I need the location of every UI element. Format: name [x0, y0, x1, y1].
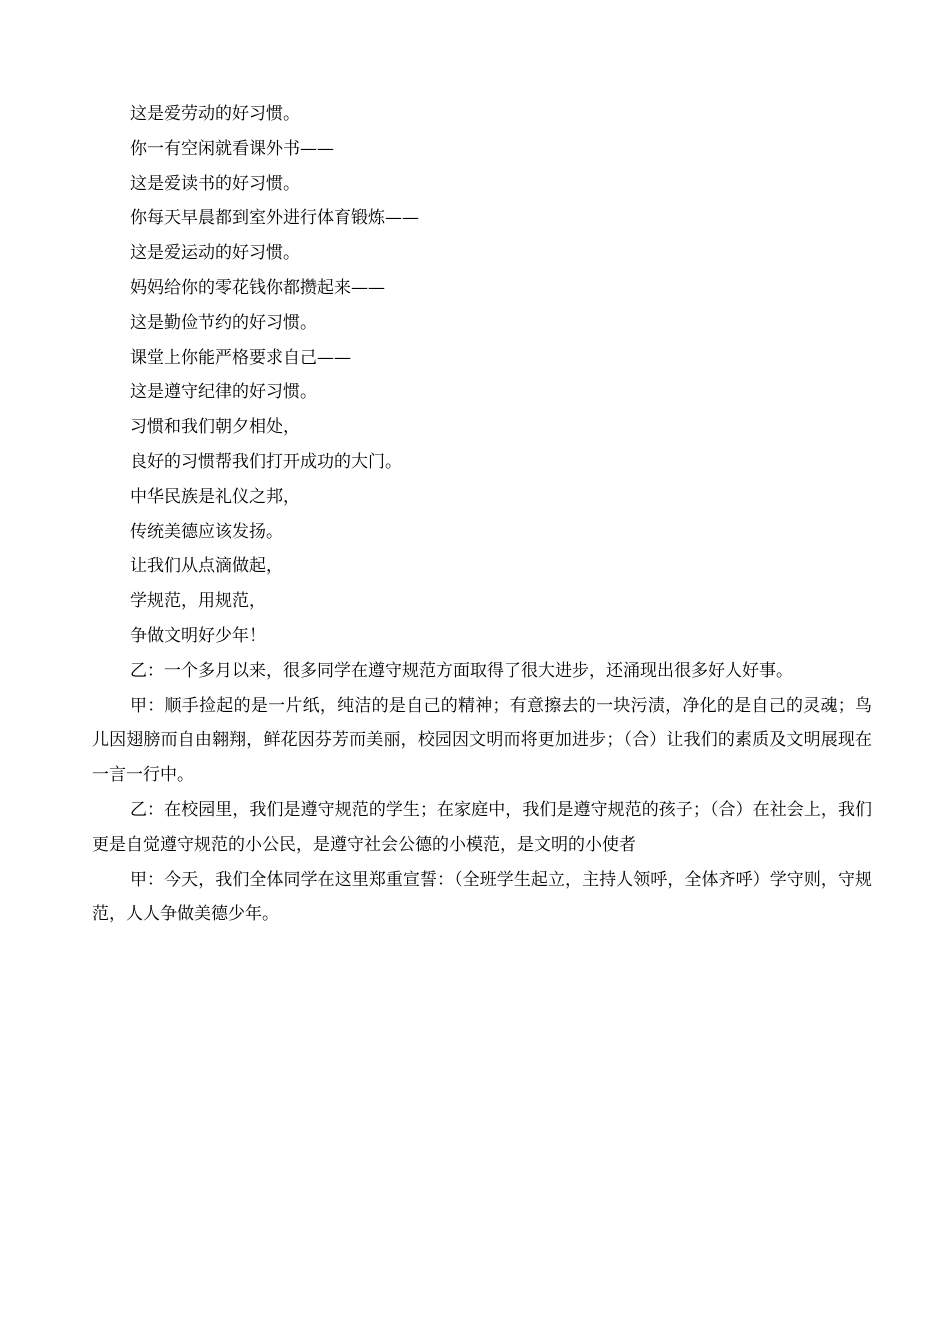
verse-line: 你每天早晨都到室外进行体育锻炼——	[130, 208, 419, 229]
verse-line: 学规范，用规范，	[130, 591, 266, 612]
verse-line: 中华民族是礼仪之邦，	[130, 486, 300, 507]
verse-line: 这是遵守纪律的好习惯。	[130, 382, 317, 403]
verse-line: 课堂上你能严格要求自己——	[130, 347, 351, 368]
verse-line: 妈妈给你的零花钱你都攒起来——	[130, 277, 385, 298]
verse-line: 这是勤俭节约的好习惯。	[130, 312, 317, 333]
verse-line: 这是爱运动的好习惯。	[130, 243, 300, 264]
verse-line: 这是爱读书的好习惯。	[130, 173, 300, 194]
dialogue-paragraph: 乙：一个多月以来，很多同学在遵守规范方面取得了很大进步，还涌现出很多好人好事。	[130, 660, 793, 681]
dialogue-paragraph: 甲：今天，我们全体同学在这里郑重宣誓：（全班学生起立，主持人领呼，全体齐呼）学守则，守规范，人人争做美德少年。	[92, 869, 872, 925]
dialogue-paragraph: 乙：在校园里，我们是遵守规范的学生；在家庭中，我们是遵守规范的孩子；（合）在社会上，我们更是自觉遵守规范的小公民，是遵守社会公德的小模范，是文明的小使者	[92, 799, 872, 855]
verse-line: 习惯和我们朝夕相处，	[130, 417, 300, 438]
verse-line: 传统美德应该发扬。	[130, 521, 283, 542]
verse-line: 你一有空闲就看课外书——	[130, 138, 334, 159]
verse-line: 这是爱劳动的好习惯。	[130, 104, 300, 124]
verse-line: 良好的习惯帮我们打开成功的大门。	[130, 451, 402, 472]
dialogue-paragraph: 甲：顺手捡起的是一片纸，纯洁的是自己的精神；有意擦去的一块污渍，净化的是自己的灵魂；鸟儿因翅膀而自由翱翔，鲜花因芬芳而美丽，校园因文明而将更加进步；（合）让我们的素质及文明展现在一言一行中。	[92, 695, 872, 786]
verse-line: 让我们从点滴做起，	[130, 556, 283, 577]
document-body	[92, 97, 872, 932]
verse-line: 争做文明好少年！	[130, 625, 266, 646]
